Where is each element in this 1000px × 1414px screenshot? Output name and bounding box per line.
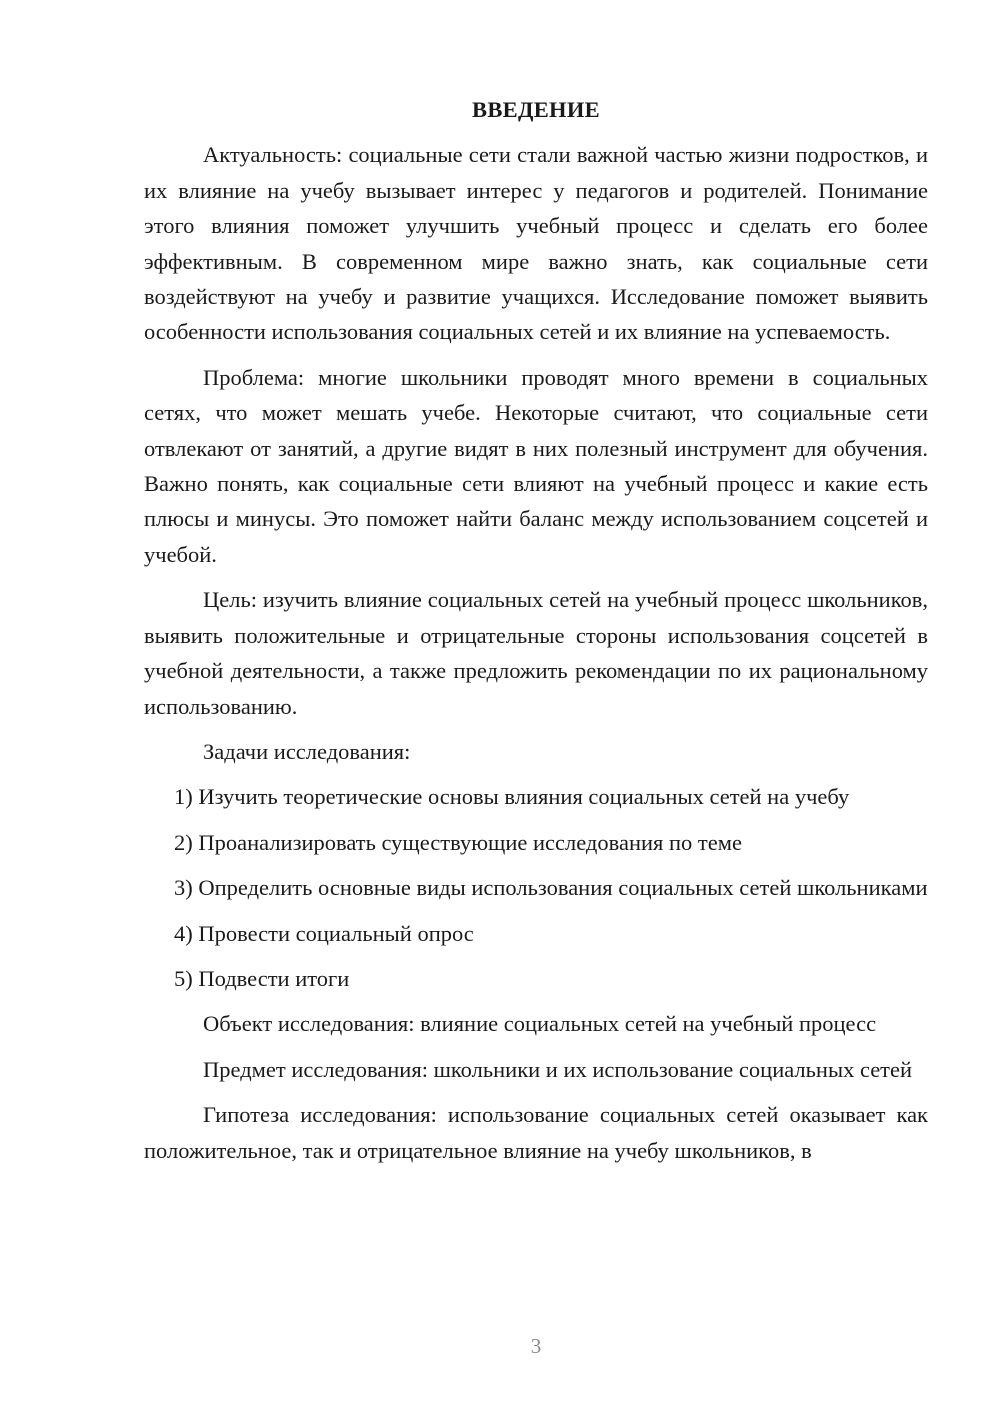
task-item-1: 1) Изучить теоретические основы влияния социальных сетей на учебу <box>174 784 850 810</box>
task-item-5: 5) Подвести итоги <box>174 965 350 991</box>
document-page <box>144 92 928 1178</box>
task-item-4: 4) Провести социальный опрос <box>174 920 474 946</box>
paragraph-subject: Предмет исследования: школьники и их использование социальных сетей <box>203 1056 913 1082</box>
paragraph-hypothesis: Гипотеза исследования: использование социальных сетей оказывает как положительное, так и отрицательное влияние на учебу школьников, в <box>144 1102 928 1163</box>
page-number: 3 <box>530 1334 542 1358</box>
tasks-heading: Задачи исследования: <box>203 738 411 764</box>
paragraph-problem: Проблема: многие школьники проводят много времени в социальных сетях, что может мешать учебе. Некоторые считают, что социальные сети отвлекают от занятий, а другие видят в них полезный инструмент для обучения. Важно понять, как социальные сети влияют на учебный процесс и какие есть плюсы и минусы. Это поможет найти баланс между использованием соцсетей и учебой. <box>144 364 928 567</box>
paragraph-goal: Цель: изучить влияние социальных сетей на учебный процесс школьников, выявить положительные и отрицательные стороны использования соцсетей в учебной деятельности, а также предложить рекомендации по их рациональному использованию. <box>144 587 928 719</box>
paragraph-relevance: Актуальность: социальные сети стали важной частью жизни подростков, и их влияние на учебу вызывает интерес у педагогов и родителей. Понимание этого влияния поможет улучшить учебный процесс и сделать его более эффективным. В современном мире важно знать, как социальные сети воздействуют на учебу и развитие учащихся. Исследование поможет выявить особенности использования социальных сетей и их влияние на успеваемость. <box>144 142 928 345</box>
task-item-2: 2) Проанализировать существующие исследования по теме <box>174 829 742 855</box>
task-item-3: 3) Определить основные виды использования социальных сетей школьниками <box>174 875 928 901</box>
paragraph-object: Объект исследования: влияние социальных сетей на учебный процесс <box>203 1011 877 1037</box>
section-title: ВВЕДЕНИЕ <box>472 97 600 122</box>
